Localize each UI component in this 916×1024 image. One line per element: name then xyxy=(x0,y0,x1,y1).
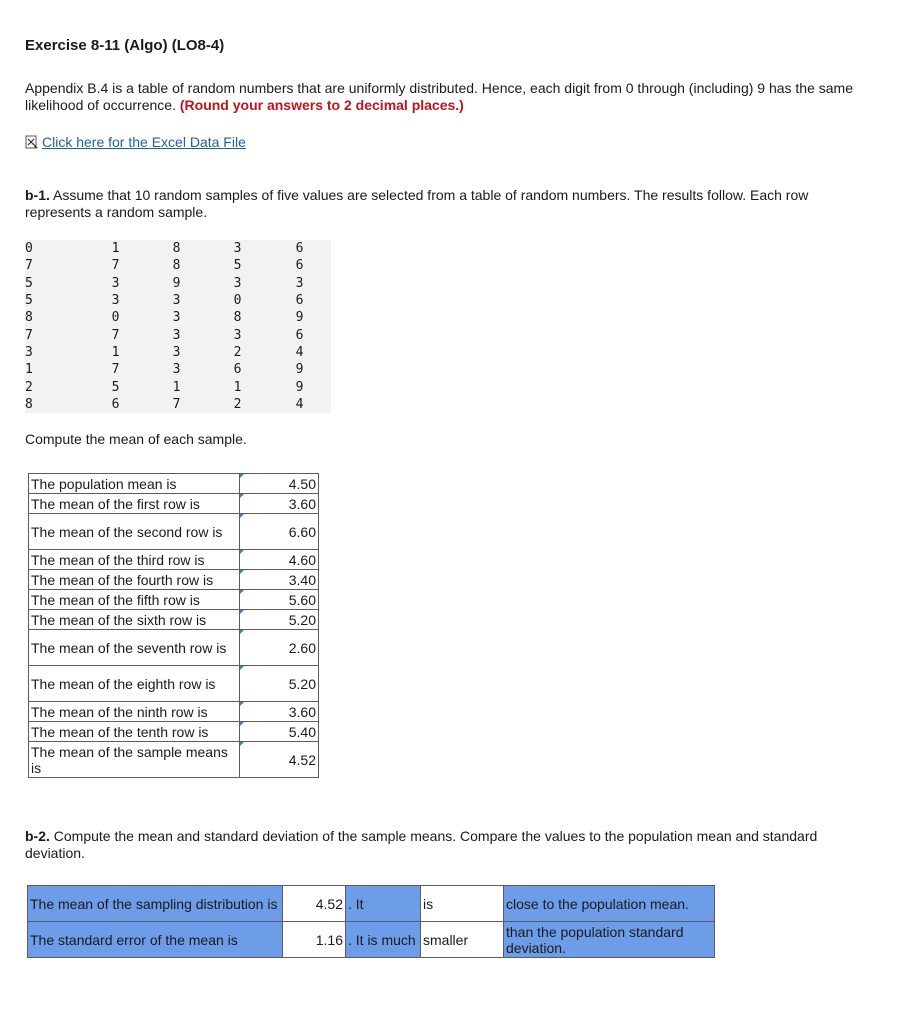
digit-cell: 1 xyxy=(85,344,146,361)
answer-label: The mean of the eighth row is xyxy=(29,666,240,702)
digit-cell: 7 xyxy=(25,257,85,274)
b2-label-cell: The mean of the sampling distribution is xyxy=(28,886,283,922)
digit-cell: 2 xyxy=(207,396,268,413)
digit-cell: 8 xyxy=(207,309,268,326)
digit-cell: 2 xyxy=(25,378,85,395)
digit-cell: 6 xyxy=(268,240,331,257)
digit-cell: 3 xyxy=(146,344,207,361)
digit-cell: 7 xyxy=(85,257,146,274)
compute-instruction: Compute the mean of each sample. xyxy=(25,431,247,447)
digit-cell: 3 xyxy=(85,292,146,309)
digit-cell: 6 xyxy=(268,326,331,343)
b2-label-cell: The standard error of the mean is xyxy=(28,922,283,958)
answer-input[interactable]: 5.40 xyxy=(240,722,319,742)
answer-label: The mean of the ninth row is xyxy=(29,702,240,722)
digit-row xyxy=(25,396,331,413)
answer-row xyxy=(29,630,319,666)
digit-cell: 2 xyxy=(207,344,268,361)
digit-cell: 4 xyxy=(268,396,331,413)
digit-cell: 8 xyxy=(146,240,207,257)
digit-cell: 0 xyxy=(25,240,85,257)
answer-row xyxy=(29,666,319,702)
exercise-title: Exercise 8-11 (Algo) (LO8-4) xyxy=(25,37,225,54)
b2-tail-text: than the population standard deviation. xyxy=(504,922,715,958)
digit-cell: 9 xyxy=(268,378,331,395)
answer-input[interactable]: 5.20 xyxy=(240,610,319,630)
digit-cell: 8 xyxy=(146,257,207,274)
answer-label: The mean of the fifth row is xyxy=(29,590,240,610)
digit-cell: 3 xyxy=(25,344,85,361)
digit-cell: 0 xyxy=(207,292,268,309)
b2-comparison-select[interactable]: smaller xyxy=(421,922,504,958)
digit-cell: 3 xyxy=(207,326,268,343)
digit-cell: 3 xyxy=(146,326,207,343)
digit-cell: 3 xyxy=(207,275,268,292)
answer-row xyxy=(29,702,319,722)
answer-input[interactable]: 3.60 xyxy=(240,494,319,514)
answer-input[interactable]: 4.50 xyxy=(240,474,319,494)
digit-cell: 7 xyxy=(85,326,146,343)
excel-file-icon xyxy=(25,135,39,149)
digit-cell: 5 xyxy=(207,257,268,274)
digit-cell: 9 xyxy=(268,309,331,326)
answer-input[interactable]: 5.60 xyxy=(240,590,319,610)
digit-cell: 7 xyxy=(85,361,146,378)
sampling-distribution-table xyxy=(27,885,715,958)
answer-input[interactable]: 3.60 xyxy=(240,702,319,722)
b2-text: Compute the mean and standard deviation of the sample means. Compare the values to the population mean and standard deviation. xyxy=(25,828,818,861)
sample-means-table xyxy=(28,473,319,778)
b2-value-input[interactable]: 1.16 xyxy=(283,922,346,958)
b2-comparison-select[interactable]: is xyxy=(421,886,504,922)
answer-input[interactable]: 6.60 xyxy=(240,514,319,550)
intro-text: Appendix B.4 is a table of random numbers that are uniformly distributed. Hence, each digit from 0 through (including) 9 has the same likelihood of occurrence. xyxy=(25,80,854,113)
b2-connector-text: . It is much xyxy=(346,922,421,958)
answer-row xyxy=(29,570,319,590)
random-numbers-table xyxy=(25,240,331,413)
rounding-instruction: (Round your answers to 2 decimal places.) xyxy=(179,97,464,113)
digit-cell: 1 xyxy=(25,361,85,378)
answer-input[interactable]: 4.60 xyxy=(240,550,319,570)
digit-row xyxy=(25,240,331,257)
digit-cell: 3 xyxy=(85,275,146,292)
answer-label: The mean of the fourth row is xyxy=(29,570,240,590)
answer-label: The mean of the sample means is xyxy=(29,742,240,778)
answer-label: The mean of the seventh row is xyxy=(29,630,240,666)
answer-label: The mean of the first row is xyxy=(29,494,240,514)
digit-cell: 8 xyxy=(25,396,85,413)
b2-label: b-2. xyxy=(25,828,50,844)
digit-cell: 3 xyxy=(207,240,268,257)
digit-cell: 7 xyxy=(25,326,85,343)
answer-row xyxy=(29,722,319,742)
answer-label: The population mean is xyxy=(29,474,240,494)
excel-data-link[interactable] xyxy=(25,134,246,150)
digit-cell: 8 xyxy=(25,309,85,326)
b2-value-input[interactable]: 4.52 xyxy=(283,886,346,922)
answer-row xyxy=(29,494,319,514)
answer-label: The mean of the second row is xyxy=(29,514,240,550)
digit-row xyxy=(25,378,331,395)
digit-cell: 5 xyxy=(25,292,85,309)
digit-row xyxy=(25,344,331,361)
digit-cell: 3 xyxy=(146,309,207,326)
digit-cell: 6 xyxy=(85,396,146,413)
digit-cell: 6 xyxy=(207,361,268,378)
answer-row xyxy=(29,742,319,778)
answer-row xyxy=(29,610,319,630)
answer-row xyxy=(29,550,319,570)
digit-row xyxy=(25,275,331,292)
digit-cell: 5 xyxy=(85,378,146,395)
excel-link-text[interactable]: Click here for the Excel Data File xyxy=(42,134,246,150)
answer-label: The mean of the tenth row is xyxy=(29,722,240,742)
b1-text: Assume that 10 random samples of five values are selected from a table of random numbers. The results follow. Each row represents a random sample. xyxy=(25,187,809,220)
digit-row xyxy=(25,292,331,309)
b1-paragraph xyxy=(25,187,875,221)
answer-input[interactable]: 3.40 xyxy=(240,570,319,590)
digit-cell: 0 xyxy=(85,309,146,326)
b2-tail-text: close to the population mean. xyxy=(504,886,715,922)
b2-paragraph xyxy=(25,828,875,862)
digit-cell: 4 xyxy=(268,344,331,361)
digit-cell: 9 xyxy=(268,361,331,378)
digit-row xyxy=(25,309,331,326)
digit-cell: 3 xyxy=(268,275,331,292)
digit-cell: 6 xyxy=(268,292,331,309)
digit-row xyxy=(25,361,331,378)
answer-row xyxy=(29,590,319,610)
digit-cell: 7 xyxy=(146,396,207,413)
digit-cell: 9 xyxy=(146,275,207,292)
digit-row xyxy=(25,326,331,343)
intro-paragraph xyxy=(25,80,875,114)
digit-cell: 3 xyxy=(146,292,207,309)
digit-cell: 3 xyxy=(146,361,207,378)
answer-input[interactable]: 4.52 xyxy=(240,742,319,778)
digit-cell: 6 xyxy=(268,257,331,274)
b1-label: b-1. xyxy=(25,187,50,203)
answer-label: The mean of the third row is xyxy=(29,550,240,570)
b2-connector-text: . It xyxy=(346,886,421,922)
answer-row xyxy=(29,474,319,494)
digit-cell: 1 xyxy=(146,378,207,395)
digit-cell: 1 xyxy=(85,240,146,257)
digit-row xyxy=(25,257,331,274)
answer-input[interactable]: 2.60 xyxy=(240,630,319,666)
b2-row xyxy=(28,886,715,922)
b2-row xyxy=(28,922,715,958)
answer-label: The mean of the sixth row is xyxy=(29,610,240,630)
digit-cell: 5 xyxy=(25,275,85,292)
answer-input[interactable]: 5.20 xyxy=(240,666,319,702)
answer-row xyxy=(29,514,319,550)
digit-cell: 1 xyxy=(207,378,268,395)
